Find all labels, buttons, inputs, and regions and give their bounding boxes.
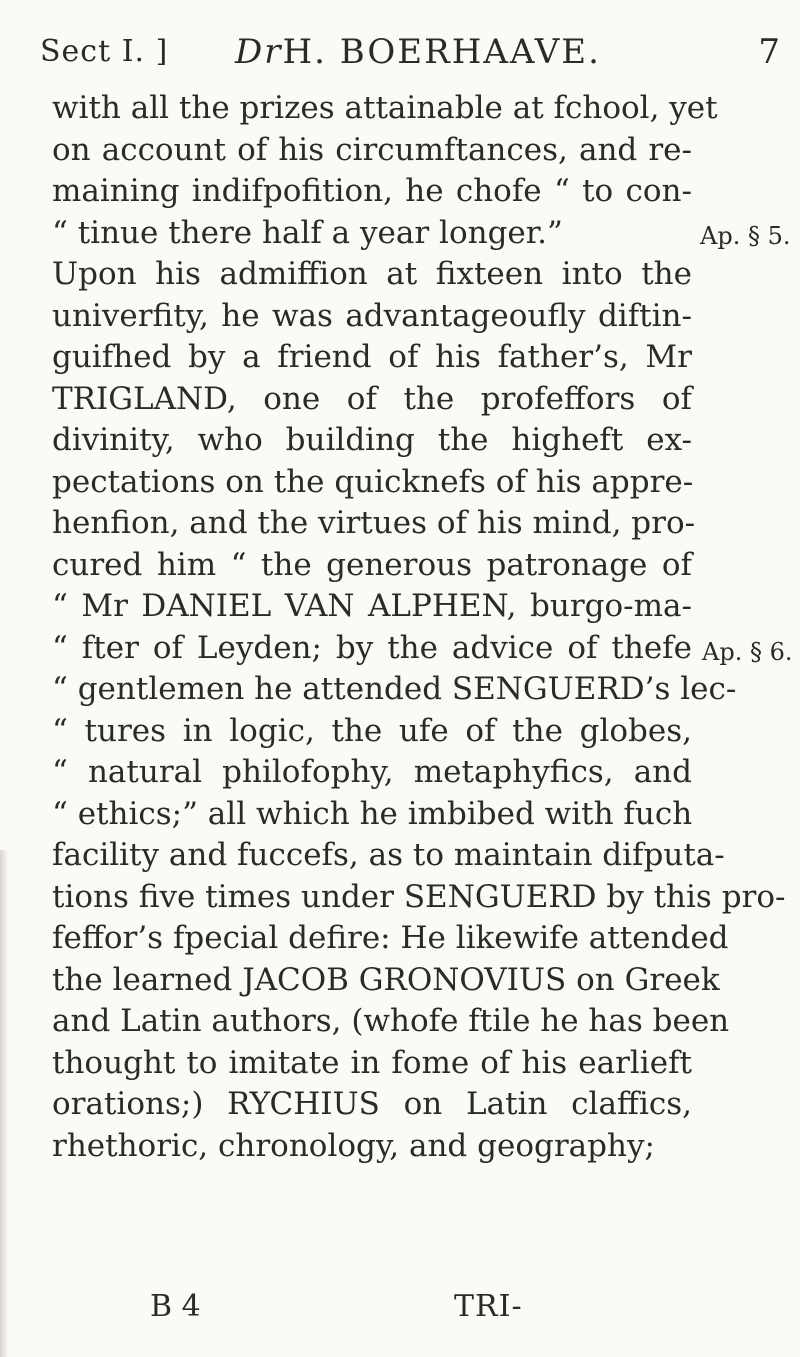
text-line: univerfity, he was advantageoufly diftin-: [52, 297, 692, 334]
text-line: thought to imitate in fome of his earlieft: [52, 1044, 692, 1081]
text-line: maining indifpofition, he chofe “ to con-: [52, 173, 692, 209]
text-line: and Latin authors, (whofe ftile he has been: [52, 1003, 730, 1039]
text-line: “ ethics;” all which he imbibed with fuch: [52, 795, 693, 832]
text-line: “ Mr DANIEL VAN ALPHEN, burgo-ma-: [52, 588, 692, 624]
text-line: “ natural philofophy, metaphyfics, and: [52, 754, 692, 790]
text-line: tions five times under SENGUERD by this pro-: [52, 878, 786, 915]
signature-mark: B 4: [150, 1289, 201, 1324]
text-line: Upon his admiffion at fixteen into the: [52, 256, 692, 292]
page-number: 7: [758, 32, 780, 72]
text-line: “ fter of Leyden; by the advice of thefe: [52, 629, 692, 666]
text-line: facility and fuccefs, as to maintain difputa-: [52, 837, 725, 873]
text-line: “ gentlemen he attended SENGUERD’s lec-: [52, 671, 737, 707]
text-line: TRIGLAND, one of the profeffors of: [52, 380, 692, 417]
text-line: “ tures in logic, the ufe of the globes,: [52, 712, 692, 749]
section-label: Sect I. ]: [40, 34, 169, 69]
text-line: divinity, who building the higheft ex-: [52, 422, 692, 458]
text-line: the learned JACOB GRONOVIUS on Greek: [52, 961, 720, 998]
text-line: with all the prizes attainable at fchool, yet: [52, 90, 718, 126]
text-line: pectations on the quicknefs of his appre-: [52, 463, 694, 500]
text-line: cured him “ the generous patronage of: [52, 546, 692, 583]
text-line: on account of his circumftances, and re-: [52, 131, 692, 168]
running-title-name: H. BOERHAAVE.: [282, 32, 601, 72]
text-line: feffor’s fpecial defire: He likewife attended: [52, 920, 729, 956]
text-line: guifhed by a friend of his father’s, Mr: [52, 339, 692, 375]
text-line: orations;) RYCHIUS on Latin claffics,: [52, 1086, 692, 1122]
running-title: [235, 32, 601, 72]
running-title-dr: Dr: [235, 32, 283, 72]
text-line: “ tinue there half a year longer.”: [52, 214, 563, 251]
running-header: [40, 12, 780, 72]
text-line: henfion, and the virtues of his mind, pro-: [52, 505, 696, 541]
margin-note-ap6: Ap. § 6.: [702, 638, 793, 666]
page-edge-shadow: [0, 850, 8, 1357]
catchword: TRI-: [454, 1289, 523, 1324]
margin-note-ap5: Ap. § 5.: [700, 222, 791, 250]
text-line: rhethoric, chronology, and geography;: [52, 1127, 655, 1164]
